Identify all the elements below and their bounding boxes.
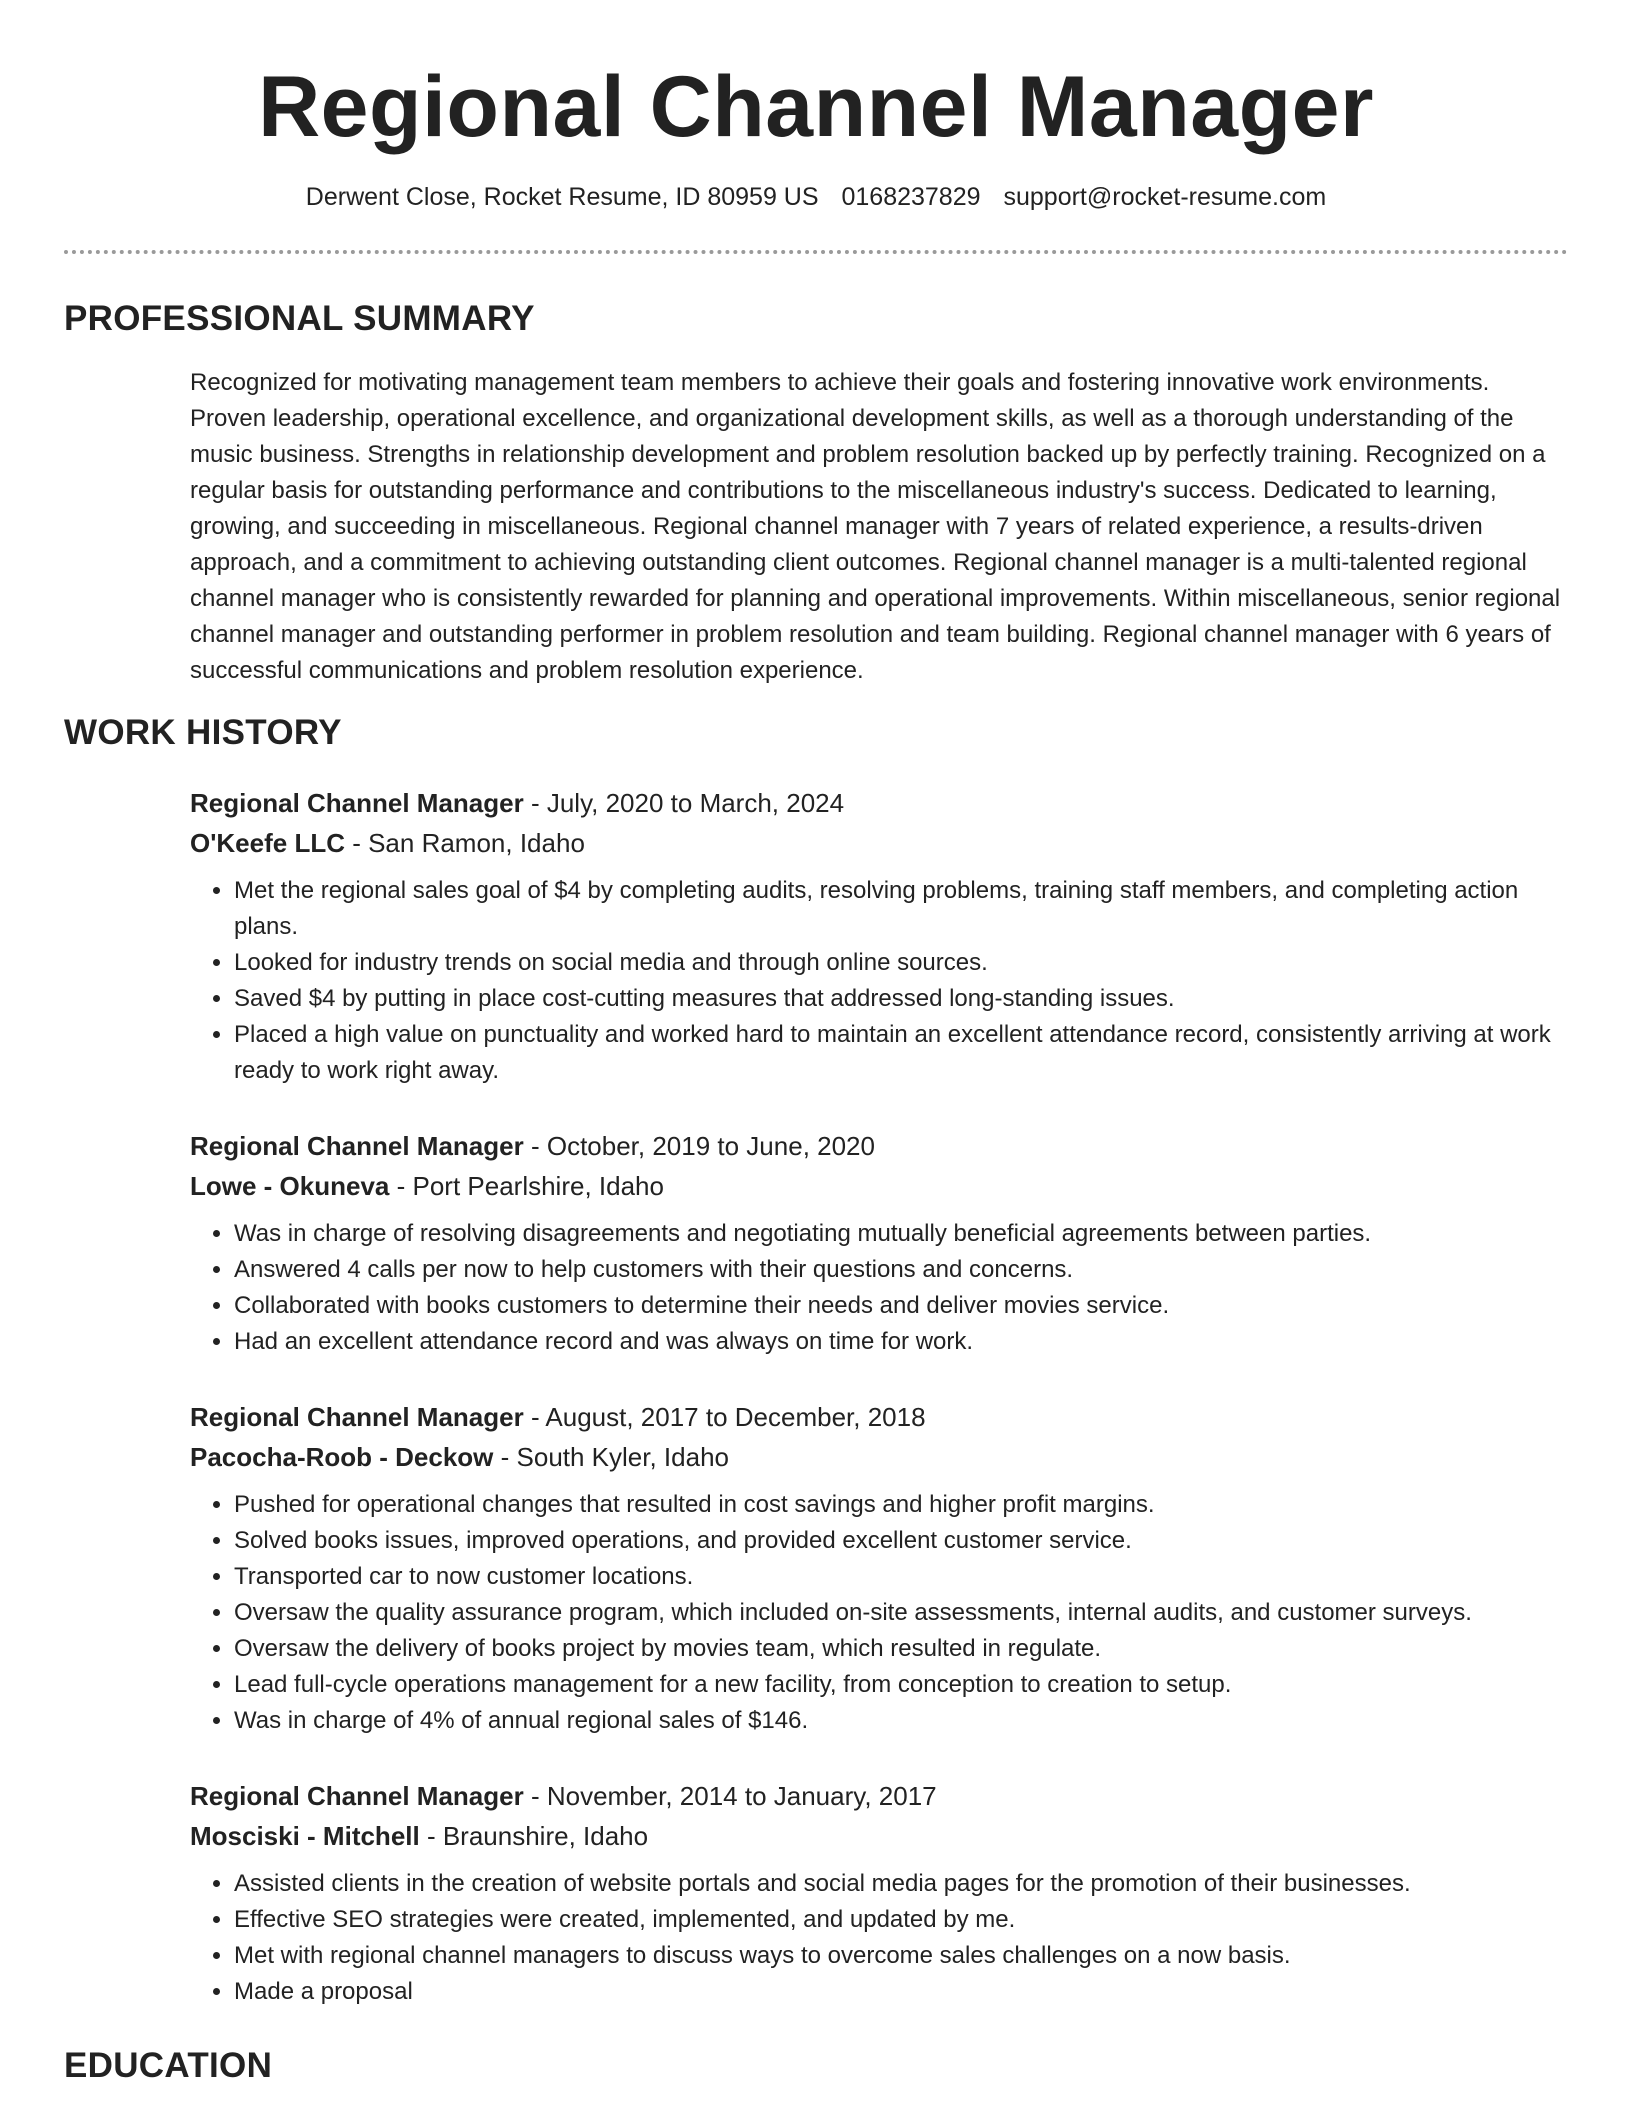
job-dates: - November, 2014 to January, 2017: [523, 1781, 937, 1811]
job-dates: - August, 2017 to December, 2018: [523, 1402, 926, 1432]
job-bullets: [190, 1216, 1570, 1360]
job-bullet: • Lead full-cycle operations management for a new facility, from conception to creation to setup.: [234, 1667, 1570, 1703]
job-entry: [190, 1776, 1570, 2010]
contact-email: support@rocket-resume.com: [1003, 183, 1327, 211]
job-company: Pacocha-Roob - Deckow: [190, 1442, 494, 1472]
job-bullet: • Solved books issues, improved operations, and provided excellent customer service.: [234, 1523, 1570, 1559]
job-bullet: • Was in charge of 4% of annual regional sales of $146.: [234, 1703, 1570, 1739]
job-company-line: [190, 1816, 1570, 1856]
job-bullet: • Oversaw the delivery of books project by movies team, which resulted in regulate.: [234, 1631, 1570, 1667]
job-company-line: [190, 1166, 1570, 1206]
job-bullet: • Effective SEO strategies were created, implemented, and updated by me.: [234, 1902, 1570, 1938]
job-bullet: • Collaborated with books customers to determine their needs and deliver movies service.: [234, 1288, 1570, 1324]
job-dates: - October, 2019 to June, 2020: [523, 1131, 875, 1161]
summary-text: Recognized for motivating management team members to achieve their goals and fostering innovative work environments. Proven leadership, operational excellence, and organizational development skills, as well as a thorough understanding of the music business. Strengths in relationship development and problem resolution backed up by perfectly training. Recognized on a regular basis for outstanding performance and contributions to the miscellaneous industry's success. Dedicated to learning, growing, and succeeding in miscellaneous. Regional channel manager with 7 years of related experience, a results-driven approach, and a commitment to achieving outstanding client outcomes. Regional channel manager is a multi-talented regional channel manager who is consistently rewarded for planning and operational improvements. Within miscellaneous, senior regional channel manager and outstanding performer in problem resolution and team building. Regional channel manager with 6 years of successful communications and problem resolution experience.: [190, 369, 1561, 684]
job-title-line: [190, 1126, 1570, 1166]
job-bullet: • Assisted clients in the creation of website portals and social media pages for the promotion of their businesses.: [234, 1866, 1570, 1902]
candidate-name: Regional Channel Manager: [258, 59, 1374, 155]
job-title: Regional Channel Manager: [190, 788, 524, 818]
job-title-line: [190, 783, 1570, 823]
job-title-line: [190, 1397, 1570, 1437]
job-bullet: • Met with regional channel managers to discuss ways to overcome sales challenges on a now basis.: [234, 1938, 1570, 1974]
job-bullets: [190, 873, 1570, 1089]
job-title: Regional Channel Manager: [190, 1781, 524, 1811]
job-location: - San Ramon, Idaho: [344, 828, 585, 858]
contact-line: [0, 181, 1632, 213]
job-title: Regional Channel Manager: [190, 1402, 524, 1432]
job-company: O'Keefe LLC: [190, 828, 345, 858]
job-entry: [190, 1397, 1570, 1739]
job-title-line: [190, 1776, 1570, 1816]
job-location: - Port Pearlshire, Idaho: [389, 1171, 664, 1201]
section-title-education: EDUCATION: [64, 2046, 273, 2085]
job-bullet: • Met the regional sales goal of $4 by completing audits, resolving problems, training staff members, and completing action plans.: [234, 873, 1570, 945]
job-bullet: • Was in charge of resolving disagreements and negotiating mutually beneficial agreements between parties.: [234, 1216, 1570, 1252]
job-bullet: • Saved $4 by putting in place cost-cutting measures that addressed long-standing issues.: [234, 981, 1570, 1017]
job-company: Lowe - Okuneva: [190, 1171, 390, 1201]
job-bullet: • Transported car to now customer locations.: [234, 1559, 1570, 1595]
job-bullet: • Looked for industry trends on social media and through online sources.: [234, 945, 1570, 981]
job-entry: [190, 1126, 1570, 1360]
section-title-work: WORK HISTORY: [64, 713, 342, 752]
job-location: - South Kyler, Idaho: [493, 1442, 729, 1472]
job-bullet: • Had an excellent attendance record and was always on time for work.: [234, 1324, 1570, 1360]
job-dates: - July, 2020 to March, 2024: [523, 788, 845, 818]
job-company-line: [190, 823, 1570, 863]
job-title: Regional Channel Manager: [190, 1131, 524, 1161]
job-bullets: [190, 1487, 1570, 1739]
job-bullet: • Made a proposal: [234, 1974, 1570, 2010]
job-location: - Braunshire, Idaho: [419, 1821, 649, 1851]
contact-address: Derwent Close, Rocket Resume, ID 80959 US: [305, 183, 819, 211]
section-title-summary: PROFESSIONAL SUMMARY: [64, 299, 535, 338]
job-bullets: [190, 1866, 1570, 2010]
job-company-line: [190, 1437, 1570, 1477]
job-bullet: • Oversaw the quality assurance program, which included on-site assessments, internal audits, and customer surveys.: [234, 1595, 1570, 1631]
header-divider: [64, 250, 1568, 254]
contact-phone: 0168237829: [841, 183, 981, 211]
job-entry: [190, 783, 1570, 1089]
job-bullet: • Answered 4 calls per now to help customers with their questions and concerns.: [234, 1252, 1570, 1288]
job-bullet: • Pushed for operational changes that resulted in cost savings and higher profit margins.: [234, 1487, 1570, 1523]
job-bullet: • Placed a high value on punctuality and worked hard to maintain an excellent attendance record, consistently arriving at work ready to work right away.: [234, 1017, 1570, 1089]
job-company: Mosciski - Mitchell: [190, 1821, 420, 1851]
